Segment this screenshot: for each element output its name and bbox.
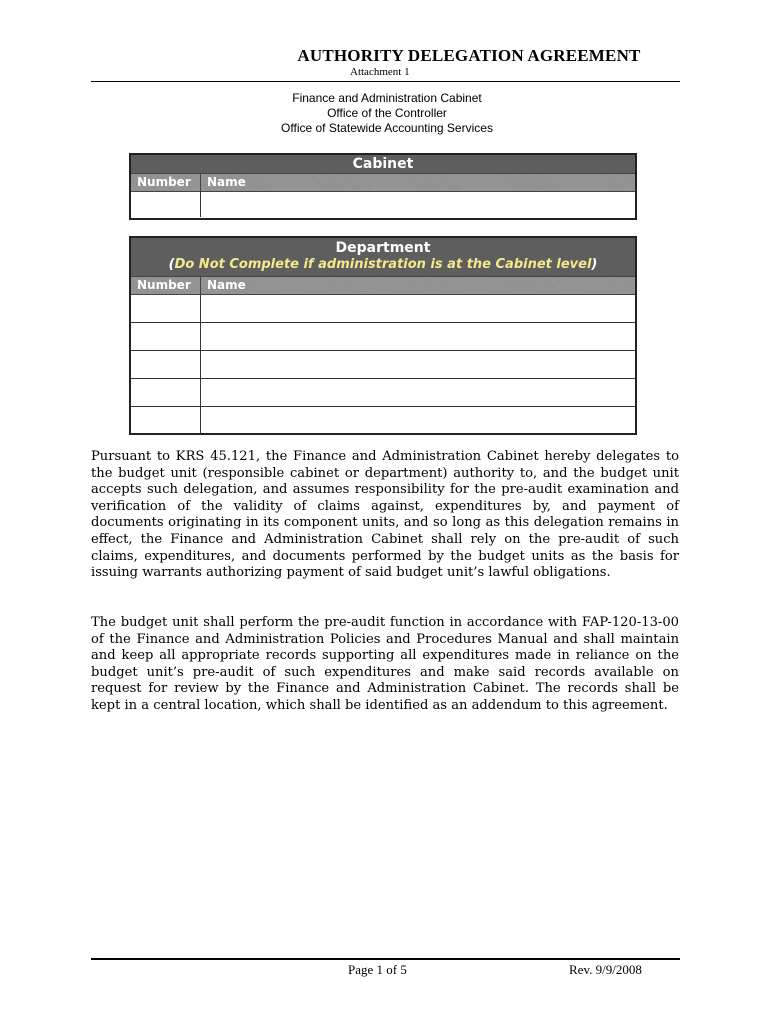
cabinet-col-name: Name	[207, 175, 246, 189]
cabinet-row	[131, 192, 635, 217]
department-name-field[interactable]	[201, 407, 635, 434]
department-table	[129, 236, 637, 435]
department-note-text: Do Not Complete if administration is at the Cabinet level	[174, 257, 592, 272]
office-line-controller: Office of the Controller	[327, 106, 447, 120]
department-col-number: Number	[131, 277, 201, 294]
cabinet-table	[129, 153, 637, 220]
department-table-header	[131, 238, 635, 276]
attachment-label: Attachment 1	[350, 66, 410, 78]
cabinet-name-field[interactable]	[201, 192, 635, 217]
department-number-field[interactable]	[131, 351, 201, 378]
footer-rule	[91, 958, 680, 960]
page-number: Page 1 of 5	[348, 962, 407, 977]
cabinet-column-headers	[131, 173, 635, 192]
department-col-name: Name	[207, 278, 246, 292]
department-number-field[interactable]	[131, 407, 201, 434]
delegation-paragraph: Pursuant to KRS 45.121, the Finance and Administration Cabinet hereby delegates to the budget unit (responsible cabinet or department) authority to, and the budget unit accepts such delegation, and assumes responsibility for the pre-audit examination and verification of the validity of claims against, expenditures by, and payment of documents originating in its component units, and so long as this delegation remains in effect, the Finance and Administration Cabinet shall rely on the pre-audit of such claims, expenditures, and documents performed by the budget units as the basis for issuing warrants authorizing payment of said budget unit’s lawful obligations.	[91, 449, 679, 581]
department-row	[131, 379, 635, 407]
department-name-field[interactable]	[201, 295, 635, 322]
document-title: AUTHORITY DELEGATION AGREEMENT	[297, 46, 641, 65]
cabinet-col-number: Number	[131, 174, 201, 191]
office-line-cabinet: Finance and Administration Cabinet	[292, 91, 482, 105]
department-row	[131, 323, 635, 351]
department-name-field[interactable]	[201, 323, 635, 350]
office-line-accounting: Office of Statewide Accounting Services	[281, 121, 493, 135]
department-row	[131, 295, 635, 323]
department-table-note: (Do Not Complete if administration is at the Cabinet level)	[168, 257, 598, 272]
department-number-field[interactable]	[131, 323, 201, 350]
department-column-headers	[131, 276, 635, 295]
department-row	[131, 407, 635, 434]
department-number-field[interactable]	[131, 379, 201, 406]
header-rule	[91, 81, 680, 82]
revision-date: Rev. 9/9/2008	[569, 962, 642, 977]
document-title-block	[0, 46, 770, 66]
department-name-field[interactable]	[201, 351, 635, 378]
pre-audit-paragraph: The budget unit shall perform the pre-audit function in accordance with FAP-120-13-00 of the Finance and Administration Policies and Procedures Manual and shall maintain and keep all appropriate records supporting all expenditures made in reliance on the budget unit’s pre-audit of such expenditures and make said records available on request for review by the Finance and Administration Cabinet. The records shall be kept in a central location, which shall be identified as an addendum to this agreement.	[91, 615, 679, 713]
cabinet-table-title: Cabinet	[131, 155, 635, 173]
department-table-title: Department	[335, 240, 431, 256]
department-name-field[interactable]	[201, 379, 635, 406]
department-number-field[interactable]	[131, 295, 201, 322]
office-block	[0, 91, 770, 136]
cabinet-number-field[interactable]	[131, 192, 201, 217]
department-row	[131, 351, 635, 379]
